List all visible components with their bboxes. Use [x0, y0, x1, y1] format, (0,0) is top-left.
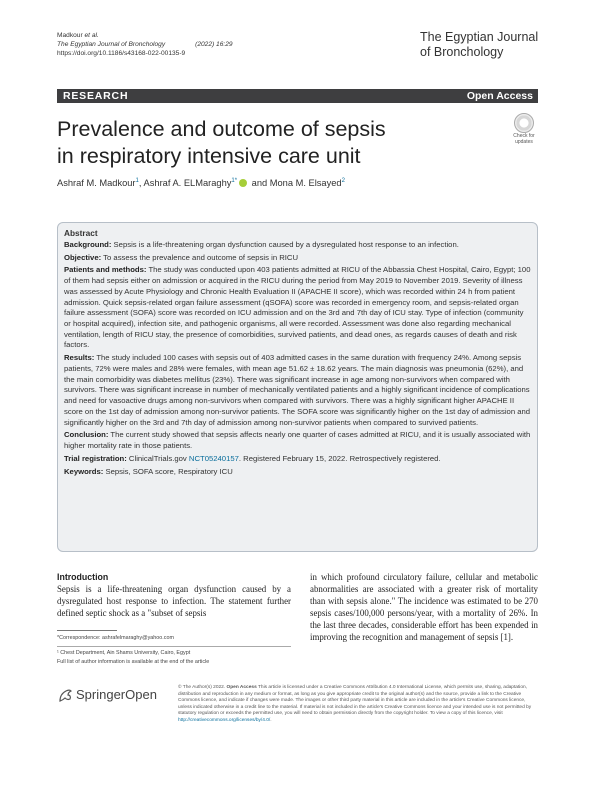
abstract-keywords: Keywords: Sepsis, SOFA score, Respiratory ICU [64, 466, 233, 476]
springer-horse-icon [57, 687, 73, 706]
springer-open-logo[interactable]: SpringerOpen [57, 687, 157, 707]
abstract-objective: Objective: To assess the prevalence and outcome of sepsis in RICU [64, 252, 299, 262]
journal-name: The Egyptian Journal of Bronchology [420, 30, 539, 59]
article-type-banner [57, 89, 538, 103]
header-doi[interactable]: https://doi.org/10.1186/s43168-022-00135-9 [57, 50, 186, 57]
article-title: Prevalence and outcome of sepsis in respiratory intensive care unit [57, 117, 386, 168]
header-author: Madkour et al. [57, 32, 99, 39]
abstract-methods: Patients and methods: The study was conducted upon 403 patients admitted at RICU of the Abbassia Chest Hospital, Cairo, Egypt; 100 of them had sepsis either on admission or acquired in the RICU during the period from May 2019 to November 2019. Severity of illness was assessed by Acute Physiology and Chronic Health Evaluation II (APACHE II score), which was recorded within 24 h from patient admission. Quick sepsis-related organ failure assessment (qSOFA) score was recorded in emergency room, and sepsis-related organ failure assessment (SOFA) score was recorded on ICU admission and on the 3rd and 7th day of ICU stay. Type of infection (community or hospital acquired), infection site, and pathogenic organisms, all were recorded. Assessment was done also regarding mechanical ventilation, length of RICU stay, the presence of comorbidities, survived patients, and dead ones, as regards causes of death and risk factors. [64, 265, 531, 350]
abstract-background: Background: Sepsis is a life-threatening organ dysfunction caused by a dysregulated host response to an infection. [64, 239, 459, 249]
check-updates-icon [514, 113, 534, 133]
abstract-box [57, 222, 538, 552]
license-link[interactable]: http://creativecommons.org/licenses/by/4.0/ [178, 717, 271, 723]
author-list: Ashraf M. Madkour$^1$, Ashraf A. ELMaraghy$^{1*}$ and Mona M. Elsayed$^2$ [57, 178, 345, 189]
affiliation-note: ¹ Chest Department, Ain Shams University, Cairo, Egypt [57, 650, 191, 656]
section-label: RESEARCH [63, 90, 129, 102]
abstract-results: Results: The study included 100 cases with sepsis out of 403 admitted cases in the same duration with frequency 24%. Among sepsis patients, 72% were males and 28% were females, with mean age 51.62 ± 18.62 years. The main diagnosis was pneumonia (62%), and the main comorbidity was diabetes mellitus (23%). There was significant increase in age among non-survivors when compared with survivors. There was significant increase in number of mechanically ventilated patients and a highly significant incidence of complications and need for vasoactive drugs among non-survivors when compared with survivors. There was a highly significant higher APACHE II score on the 1st day of admission among non-survivor patients. The SOFA score was significantly higher on the 1st day of admission and significantly higher on the 3rd and 7th day of admission among non-survivor patients when compared to survived patients. [64, 353, 531, 427]
license-text: © The Author(s) 2022. Open Access This article is licensed under a Creative Commons Attribution 4.0 International License, which permits use, sharing, adaptation, distribution and reproduction in any medium or format, as long as you give appropriate credit to the original author(s) and the source, provide a link to the Creative Commons licence, and indicate if changes were made. The images or other third party material in this article are included in the article's Creative Commons licence, unless indicated otherwise in a credit line to the material. If material is not included in the article's Creative Commons licence and your intended use is not permitted by statutory regulation or exceeds the permitted use, you will need to obtain permission directly from the copyright holder. To view a copy of this licence, visit http://creativecommons.org/licenses/by/4.0/. [178, 685, 532, 723]
abstract-conclusion: Conclusion: The current study showed that sepsis affects nearly one quarter of cases admitted at RICU, and it is usually associated with higher mortality rate in those patients. [64, 430, 531, 451]
abstract-trial-registration: Trial registration: ClinicalTrials.gov NCT05240157. Registered February 15, 2022. Retrospectively registered. [64, 454, 441, 463]
header-journal-citation: The Egyptian Journal of Bronchology (2022) 16:29 [57, 41, 233, 48]
check-for-updates-badge[interactable]: Check for updates [509, 113, 539, 145]
intro-paragraph-left: Sepsis is a life-threatening organ dysfunction caused by a dysregulated host response to infection. The statement further defined septic shock as a "subset of sepsis [57, 584, 291, 618]
section-heading-introduction: Introduction [57, 572, 109, 582]
footnote-rule [57, 630, 117, 631]
footnote-divider [57, 646, 291, 647]
running-header [57, 31, 233, 58]
author-info-note: Full list of author information is available at the end of the article [57, 659, 210, 665]
abstract-heading: Abstract [64, 228, 98, 238]
body-column-left [57, 571, 291, 619]
intro-paragraph-right: in which profound circulatory failure, cellular and metabolic abnormalities are associated with a greater risk of mortality than with sepsis alone." The incidence was estimated to be 270 sepsis cases/100,000 persons/year, with a mortality of 26%. In the last three decades, considerable effort has been expended in improving the recognition and management of sepsis [1]. [310, 572, 538, 642]
open-access-label: Open Access [466, 90, 533, 102]
body-column-right [310, 571, 538, 643]
footnotes [57, 634, 291, 667]
correspondence-note: *Correspondence: ashrafelmaraghy@yahoo.com [57, 635, 174, 641]
orcid-icon[interactable] [239, 179, 247, 187]
author-3[interactable]: Mona M. Elsayed [269, 178, 342, 189]
author-2[interactable]: Ashraf A. ELMaraghy [143, 178, 232, 189]
trial-id-link[interactable]: NCT05240157 [188, 454, 239, 463]
author-1[interactable]: Ashraf M. Madkour [57, 178, 136, 189]
